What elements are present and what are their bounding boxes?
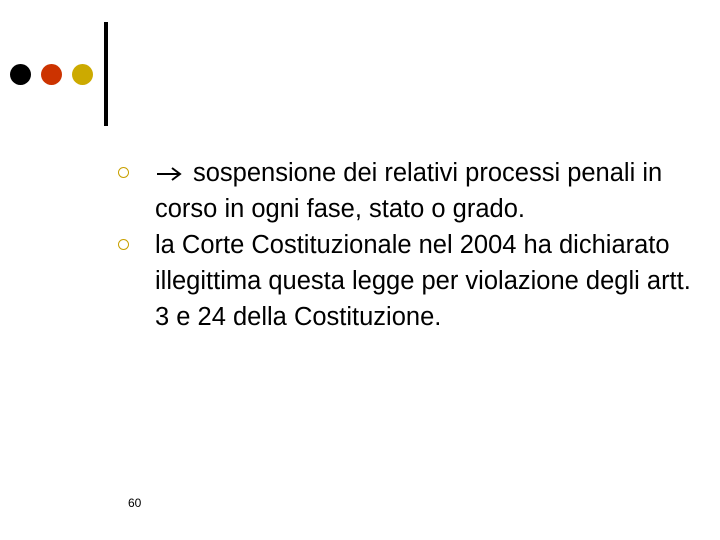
black-dot-icon bbox=[10, 64, 31, 85]
bullet-item bbox=[118, 155, 708, 227]
title-divider-line bbox=[104, 22, 108, 126]
red-dot-icon bbox=[41, 64, 62, 85]
circle-bullet-icon bbox=[118, 167, 129, 178]
bullet-text: la Corte Costituzionale nel 2004 ha dichiarato illegittima questa legge per violazione degli artt. 3 e 24 della Costituzione. bbox=[155, 231, 691, 331]
gold-dot-icon bbox=[72, 64, 93, 85]
right-arrow-icon bbox=[155, 166, 183, 182]
bullet-list bbox=[118, 155, 708, 335]
circle-bullet-icon bbox=[118, 239, 129, 250]
bullet-item bbox=[118, 227, 708, 335]
page-number: 60 bbox=[128, 496, 142, 510]
bullet-text: sospensione dei relativi processi penali in corso in ogni fase, stato o grado. bbox=[155, 159, 663, 223]
decorative-dots bbox=[10, 64, 94, 86]
